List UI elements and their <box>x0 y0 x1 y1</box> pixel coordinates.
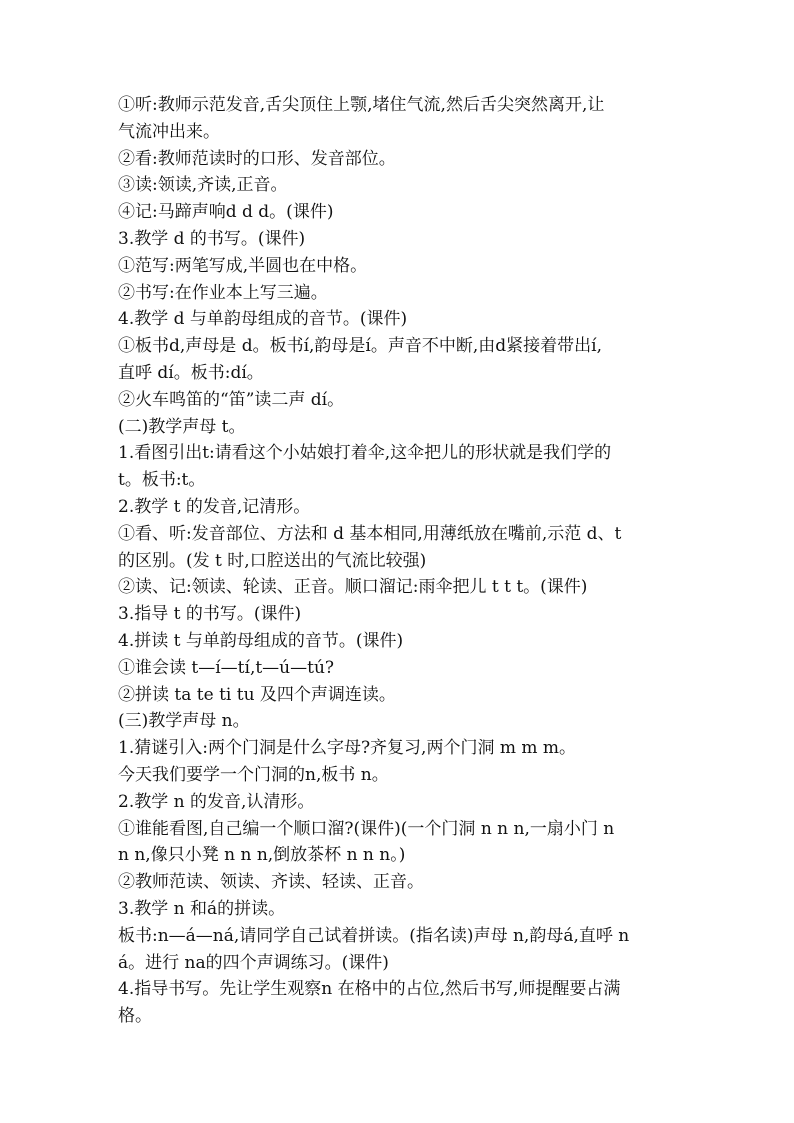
text-line: t。板书:t。 <box>118 470 206 491</box>
text-line: n n,像只小凳 n n n,倒放茶杯 n n n。) <box>118 845 406 866</box>
document-body <box>118 92 683 1030</box>
text-line: á。进行 na的四个声调练习。(课件) <box>118 952 389 973</box>
text-line: 1.看图引出t:请看这个小姑娘打着伞,这伞把儿的形状就是我们学的 <box>118 443 612 464</box>
text-line: ②读、记:领读、轮读、正音。顺口溜记:雨伞把儿 t t t。(课件) <box>118 577 588 598</box>
text-line: ①听:教师示范发音,舌尖顶住上颚,堵住气流,然后舌尖突然离开,让 <box>118 95 605 115</box>
text-line: 的区别。(发 t 时,口腔送出的气流比较强) <box>118 550 427 571</box>
text-line: ①看、听:发音部位、方法和 d 基本相同,用薄纸放在嘴前,示范 d、t <box>118 523 622 544</box>
text-line: 3.教学 n 和á的拼读。 <box>118 898 286 919</box>
text-line: ①谁能看图,自己编一个顺口溜?(课件)(一个门洞 n n n,一扇小门 n <box>118 818 615 839</box>
text-line: 格。 <box>118 1006 152 1027</box>
text-line: 1.猜谜引入:两个门洞是什么字母?齐复习,两个门洞 m m m。 <box>118 738 577 759</box>
text-line: 3.指导 t 的书写。(课件) <box>118 604 302 625</box>
text-line: ②拼读 ta te ti tu 及四个声调连读。 <box>118 684 396 705</box>
text-line: ③读:领读,齐读,正音。 <box>118 175 288 196</box>
text-line: ①范写:两笔写成,半圆也在中格。 <box>118 255 368 276</box>
section-heading: (三)教学声母 n。 <box>118 711 250 732</box>
text-line: 4.拼读 t 与单韵母组成的音节。(课件) <box>118 630 404 651</box>
section-heading: (二)教学声母 t。 <box>118 416 246 437</box>
text-line: 4.指导书写。先让学生观察n 在格中的占位,然后书写,师提醒要占满 <box>118 979 621 1000</box>
text-line: ④记:马蹄声响d d d。(课件) <box>118 202 334 223</box>
text-line: 2.教学 t 的发音,记清形。 <box>118 496 311 517</box>
text-line: ②火车鸣笛的“笛”读二声 dí。 <box>118 389 345 410</box>
text-line: 2.教学 n 的发音,认清形。 <box>118 791 315 812</box>
text-line: 4.教学 d 与单韵母组成的音节。(课件) <box>118 309 408 330</box>
text-line: ②看:教师范读时的口形、发音部位。 <box>118 148 396 169</box>
text-line: 气流冲出来。 <box>118 121 220 142</box>
text-line: ①谁会读 t—í—tí,t—ú—tú? <box>118 657 335 678</box>
text-line: 3.教学 d 的书写。(课件) <box>118 228 306 249</box>
text-line: ②书写:在作业本上写三遍。 <box>118 282 328 303</box>
text-line: ①板书d,声母是 d。板书í,韵母是í。声音不中断,由d紧接着带出í, <box>118 336 602 357</box>
text-line: 直呼 dí。板书:dí。 <box>118 362 264 383</box>
text-line: 今天我们要学一个门洞的n,板书 n。 <box>118 764 389 785</box>
text-line: ②教师范读、领读、齐读、轻读、正音。 <box>118 872 424 893</box>
text-line: 板书:n—á—ná,请同学自己试着拼读。(指名读)声母 n,韵母á,直呼 n <box>118 925 630 946</box>
